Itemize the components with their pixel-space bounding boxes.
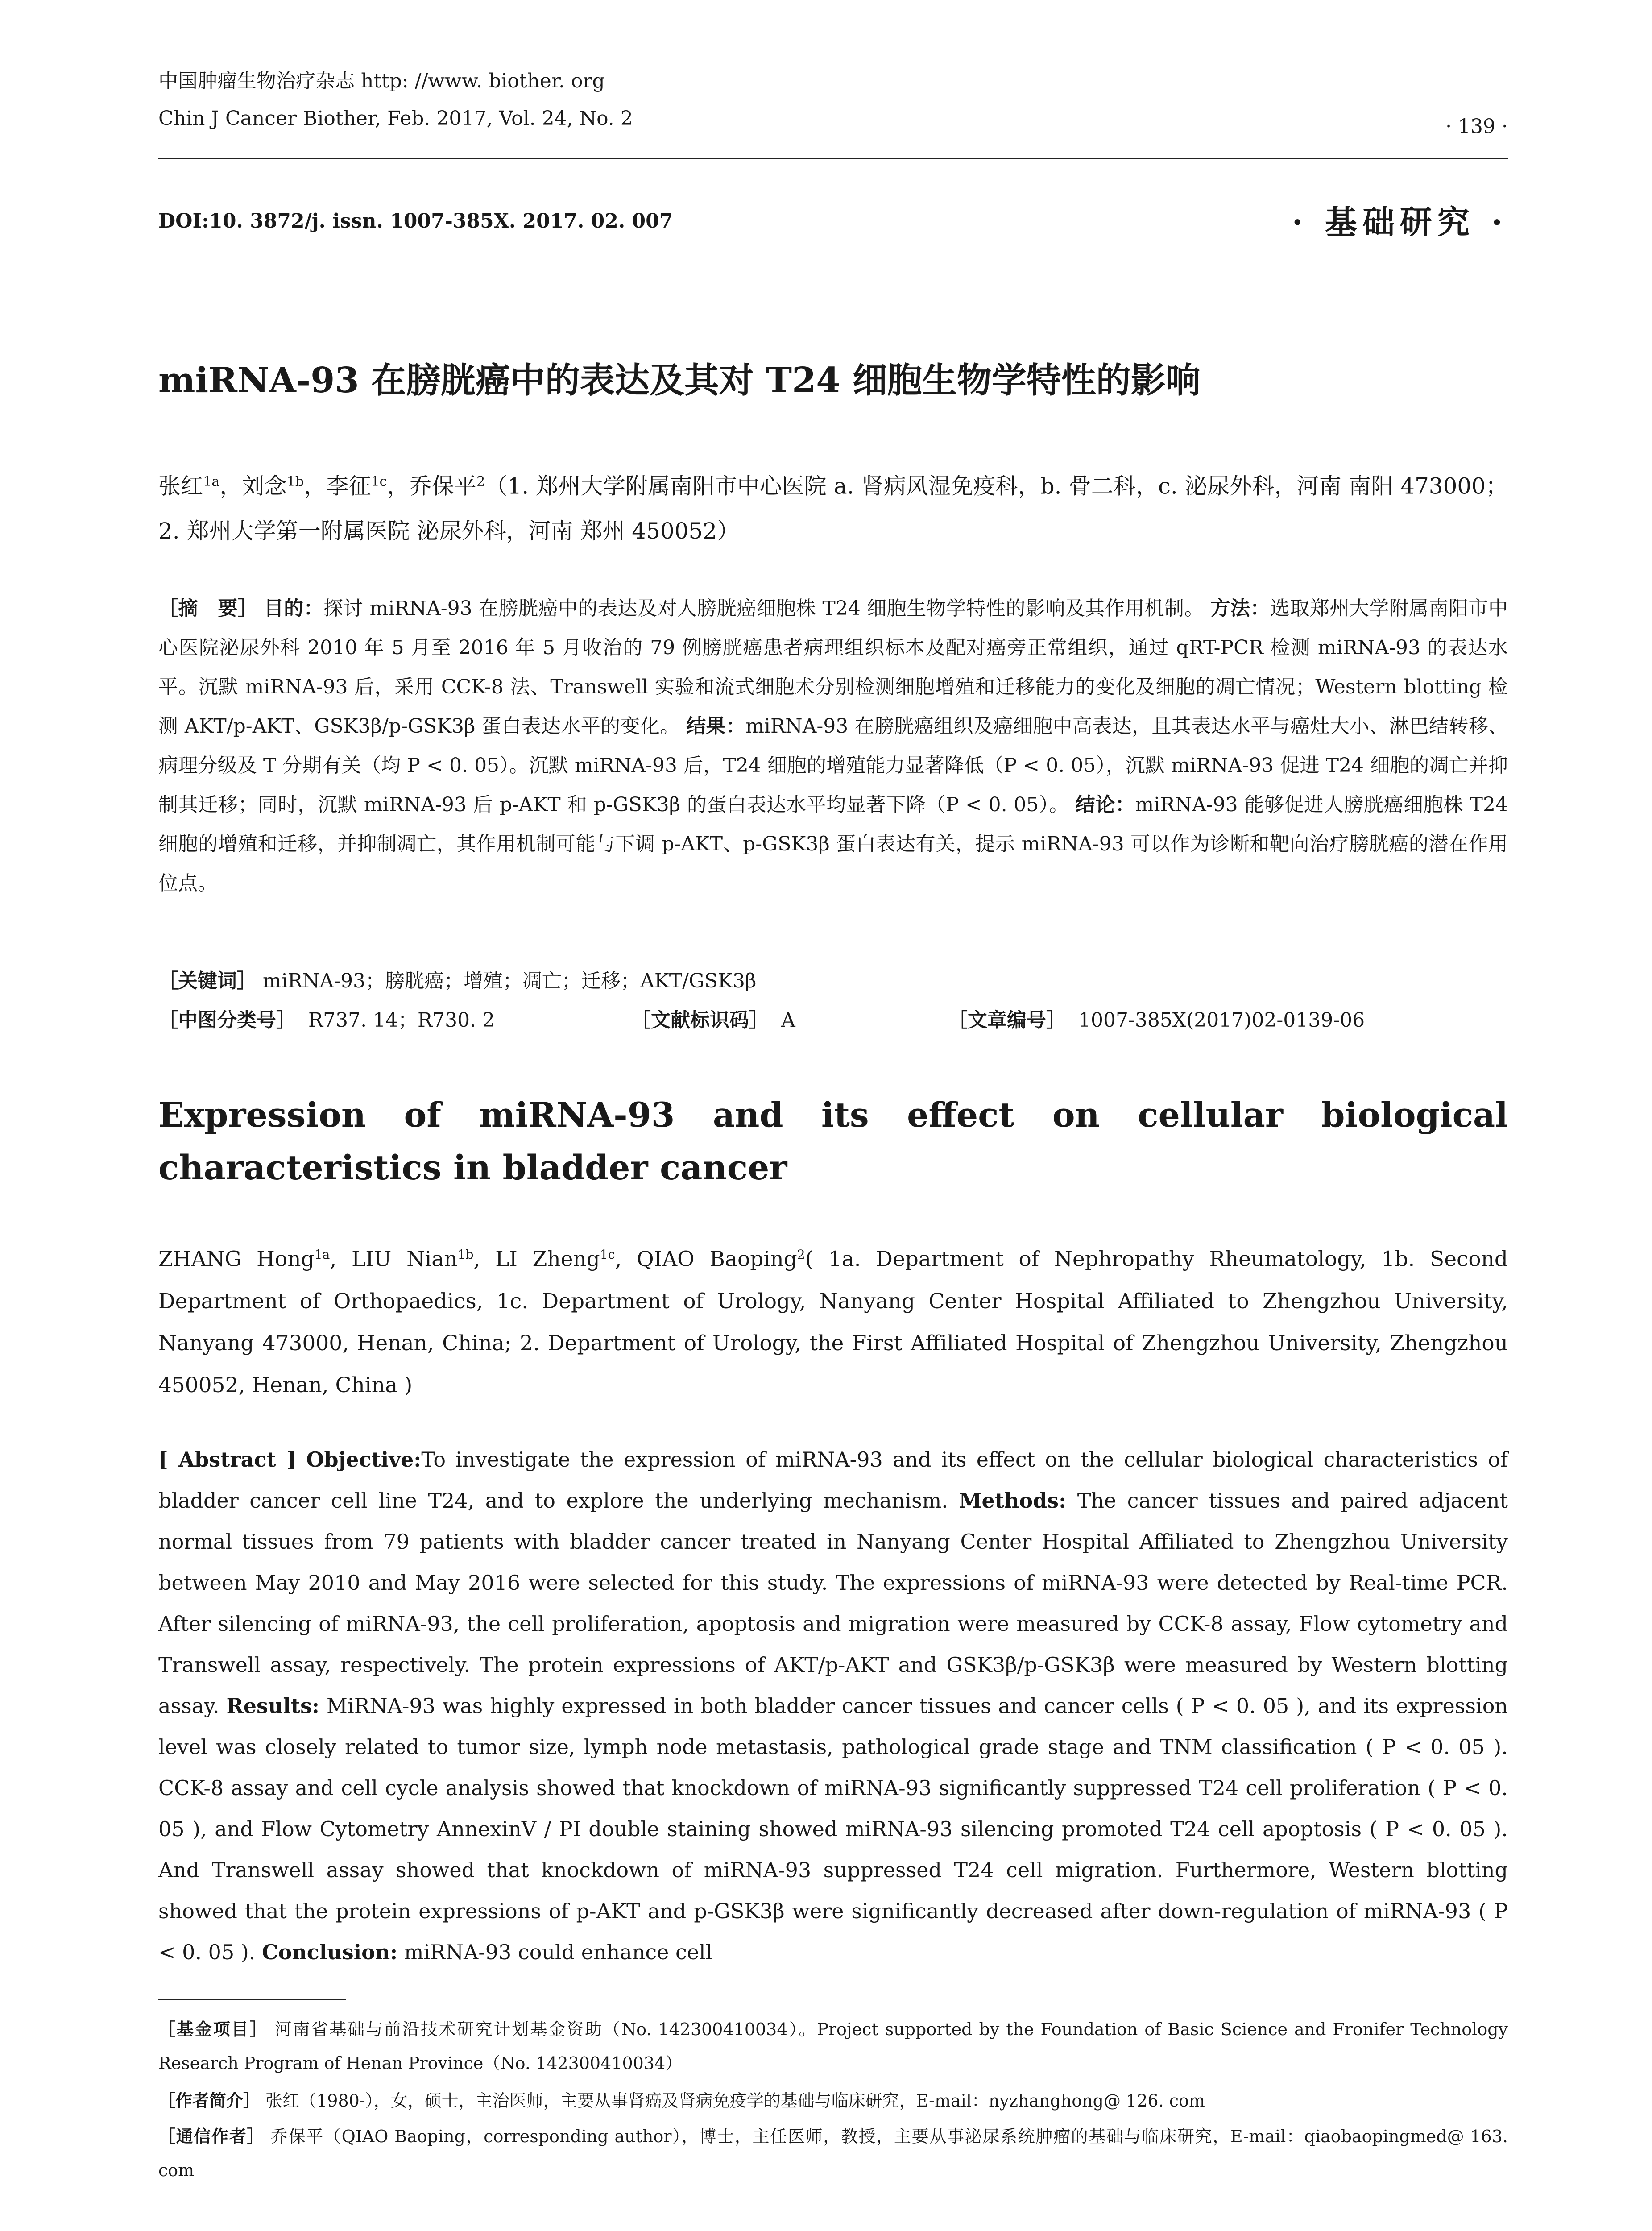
english-abstract — [158, 1439, 1508, 1973]
footnote-funding — [158, 2012, 1508, 2080]
author-affiliations: ( 1a. Department of Nephropathy Rheumatology, 1b. Second Department of Orthopaedics, 1c. Department of Urology, Nanyang Center Hospital Affiliated to Zhengzhou University, Nanyang 473000, Henan, China; 2. Department of Urology, the First Affiliated Hospital of Zhengzhou University, Zhengzhou 450052, Henan, China ) — [158, 1247, 1508, 1397]
article-value: 1007-385X(2017)02-0139-06 — [1078, 1009, 1365, 1032]
author-affil-mark: 1b — [457, 1247, 474, 1262]
footnote-author-bio — [158, 2084, 1508, 2118]
author-affil-mark: 1b — [286, 474, 304, 489]
funding-text: 河南省基础与前沿技术研究计划基金资助（No. 142300410034）。Project supported by the Foundation of Basic Science and Fronifer Technology Research Program of Henan Province（No. 142300410034） — [158, 2020, 1508, 2073]
journal-header-en: Chin J Cancer Biother, Feb. 2017, Vol. 24, No. 2 — [158, 107, 633, 130]
abstract-tag: ［摘 要］ — [158, 597, 258, 620]
results-text: MiRNA-93 was highly expressed in both bladder cancer tissues and cancer cells ( P < 0. 05 ), and its expression level was closely related to tumor size, lymph node metastasis, pathological grade stage and TNM classification ( P < 0. 05 ). CCK-8 assay and cell cycle analysis showed that knockdown of miRNA-93 significantly suppressed T24 cell proliferation ( P < 0. 05 ), and Flow Cytometry AnnexinV / PI double staining showed miRNA-93 silencing promoted T24 cell apoptosis ( P < 0. 05 ). And Transwell assay showed that knockdown of miRNA-93 suppressed T24 cell migration. Furthermore, Western blotting showed that the protein expressions of p-AKT and p-GSK3β were significantly decreased after down-regulation of miRNA-93 ( P < 0. 05 ). — [158, 1694, 1508, 1964]
clc-number — [158, 1001, 495, 1040]
conclusion-text: miRNA-93 能够促进人膀胱癌细胞株 T24 细胞的增殖和迁移，并抑制凋亡，其作用机制可能与下调 p-AKT、p-GSK3β 蛋白表达有关，提示 miRNA-93 可以作为诊断和靶向治疗膀胱癌的潜在作用位点。 — [158, 793, 1508, 895]
footnote-corresponding — [158, 2119, 1508, 2187]
author-name: , LIU Nian — [330, 1247, 458, 1272]
author-affil-mark: 1c — [371, 474, 387, 489]
doc-value: A — [781, 1009, 795, 1032]
methods-text: The cancer tissues and paired adjacent normal tissues from 79 patients with bladder cancer treated in Nanyang Center Hospital Affiliated to Zhengzhou University between May 2010 and May 2016 were selected for this study. The expressions of miRNA-93 were detected by Real-time PCR. After silencing of miRNA-93, the cell proliferation, apoptosis and migration were measured by CCK-8 assay, Flow cytometry and Transwell assay, respectively. The protein expressions of AKT/p-AKT and GSK3β/p-GSK3β were measured by Western blotting assay. — [158, 1489, 1508, 1718]
conclusion-heading: Conclusion: — [262, 1940, 398, 1964]
section-tag: · 基础研究 · — [1292, 203, 1508, 241]
author-name: , LI Zheng — [473, 1247, 600, 1272]
keywords — [158, 962, 756, 1001]
keywords-tag: ［关键词］ — [158, 970, 257, 992]
results-heading: 结果： — [686, 715, 746, 738]
english-title: Expression of miRNA-93 and its effect on cellular biological characteristics in bladder cancer — [158, 1095, 1508, 1187]
document-code — [631, 1001, 795, 1040]
doi: DOI:10. 3872/j. issn. 1007-385X. 2017. 02. 007 — [158, 210, 673, 232]
objective-heading: 目的： — [264, 597, 324, 620]
author-bio-tag: ［作者简介］ — [158, 2090, 261, 2111]
author-affil-mark: 2 — [476, 474, 485, 489]
objective-text: 探讨 miRNA-93 在膀胱癌中的表达及对人膀胱癌细胞株 T24 细胞生物学特性的影响及其作用机制。 — [323, 597, 1205, 620]
objective-heading: Objective: — [306, 1447, 422, 1472]
author-affil-mark: 1c — [600, 1247, 615, 1262]
journal-header-cn: 中国肿瘤生物治疗杂志 http: //www. biother. org — [158, 70, 605, 92]
results-text: miRNA-93 在膀胱癌组织及癌细胞中高表达，且其表达水平与癌灶大小、淋巴结转移、病理分级及 T 分期有关（均 P < 0. 05）。沉默 miRNA-93 后，T24 细胞的增殖能力显著降低（P < 0. 05），沉默 miRNA-93 促进 T24 细胞的凋亡并抑制其迁移；同时，沉默 miRNA-93 后 p-AKT 和 p-GSK3β 的蛋白表达水平均显著下降（P < 0. 05）。 — [158, 715, 1508, 816]
author-name: 张红 — [158, 473, 203, 499]
chinese-abstract — [158, 589, 1508, 903]
author-affil-mark: 1a — [203, 474, 220, 489]
keywords-text: miRNA-93；膀胱癌；增殖；凋亡；迁移；AKT/GSK3β — [263, 970, 757, 992]
article-tag: ［文章编号］ — [948, 1009, 1066, 1032]
author-affiliations: （1. 郑州大学附属南阳市中心医院 a. 肾病风湿免疫科，b. 骨二科，c. 泌尿外科，河南 南阳 473000；2. 郑州大学第一附属医院 泌尿外科，河南 郑州 450052） — [158, 473, 1508, 544]
author-name: , QIAO Baoping — [615, 1247, 797, 1272]
clc-value: R737. 14；R730. 2 — [308, 1009, 495, 1032]
author-bio-text: 张红（1980-），女，硕士，主治医师，主要从事肾癌及肾病免疫学的基础与临床研究，E-mail：nyzhanghong@ 126. com — [265, 2091, 1205, 2111]
author-affil-mark: 1a — [314, 1247, 330, 1262]
article-number — [948, 1001, 1365, 1040]
chinese-title: miRNA-93 在膀胱癌中的表达及其对 T24 细胞生物学特性的影响 — [158, 360, 1201, 401]
journal-page — [158, 62, 1508, 2180]
author-name: ZHANG Hong — [158, 1247, 315, 1272]
methods-heading: Methods: — [959, 1489, 1067, 1513]
results-heading: Results: — [226, 1694, 319, 1718]
header-rule — [158, 158, 1508, 159]
author-name: ，乔保平 — [387, 473, 477, 499]
abstract-tag: [ Abstract ] — [158, 1447, 297, 1472]
author-affil-mark: 2 — [797, 1247, 805, 1262]
author-name: ，李征 — [304, 473, 371, 499]
conclusion-heading: 结论： — [1075, 793, 1135, 816]
methods-heading: 方法： — [1210, 597, 1270, 620]
page-number: · 139 · — [1445, 115, 1508, 138]
author-name: ，刘念 — [219, 473, 287, 499]
corresponding-tag: ［通信作者］ — [158, 2126, 265, 2146]
footnote-rule — [158, 1999, 346, 2000]
conclusion-text: miRNA-93 could enhance cell — [404, 1940, 712, 1964]
methods-text: 选取郑州大学附属南阳市中心医院泌尿外科 2010 年 5 月至 2016 年 5 月收治的 79 例膀胱癌患者病理组织标本及配对癌旁正常组织，通过 qRT-PCR 检测 miRNA-93 的表达水平。沉默 miRNA-93 后，采用 CCK-8 法、Transwell 实验和流式细胞术分别检测细胞增殖和迁移能力的变化及细胞的凋亡情况；Western blotting 检测 AKT/p-AKT、GSK3β/p-GSK3β 蛋白表达水平的变化。 — [158, 597, 1508, 738]
objective-text: To investigate the expression of miRNA-93 and its effect on the cellular biological characteristics of bladder cancer cell line T24, and to explore the underlying mechanism. — [158, 1447, 1508, 1513]
funding-tag: ［基金项目］ — [158, 2019, 268, 2039]
clc-tag: ［中图分类号］ — [158, 1009, 296, 1032]
corresponding-text: 乔保平（QIAO Baoping，corresponding author），博士，主任医师，教授，主要从事泌尿系统肿瘤的基础与临床研究，E-mail：qiaobaopingmed@ 163. com — [158, 2127, 1508, 2180]
english-authors — [158, 1234, 1508, 1406]
chinese-authors — [158, 460, 1508, 553]
doc-tag: ［文献标识码］ — [631, 1009, 769, 1032]
